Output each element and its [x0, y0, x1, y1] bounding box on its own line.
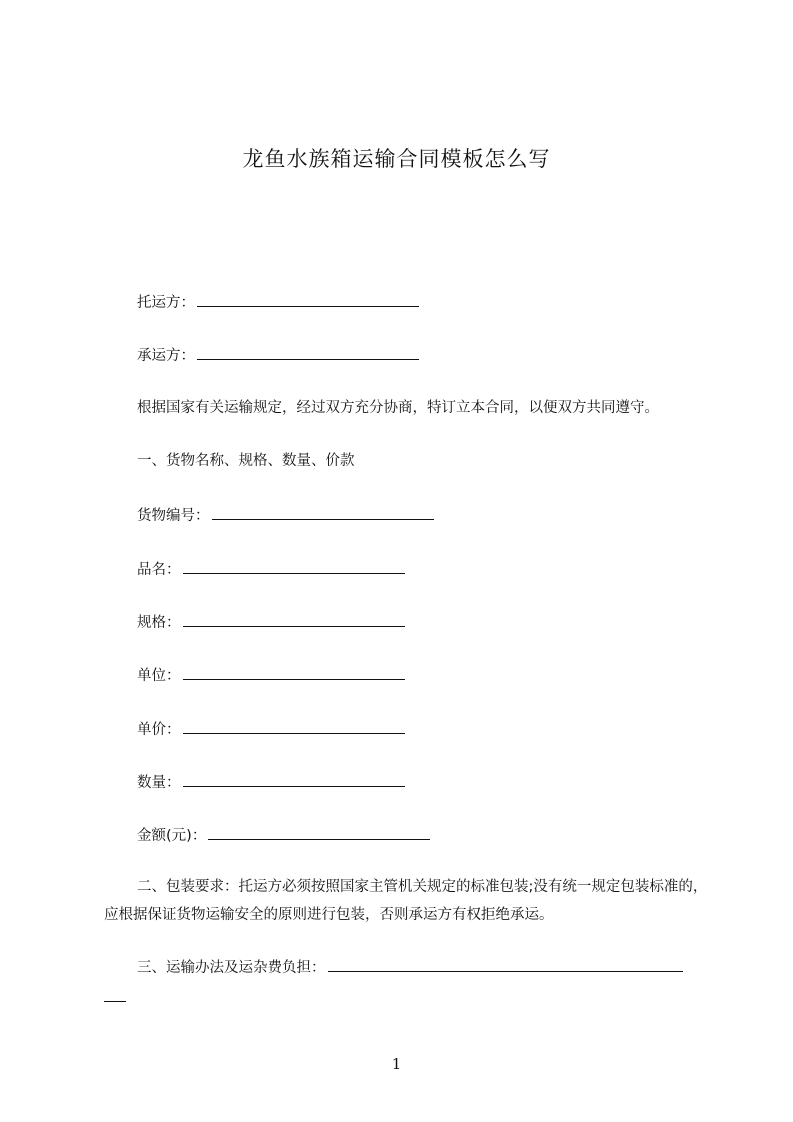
amount-blank: [208, 825, 430, 840]
product-name-line: [137, 559, 405, 579]
unit-line: [137, 665, 405, 685]
quantity-line: [137, 772, 405, 792]
unit-blank: [183, 665, 405, 680]
amount-line: [137, 825, 430, 845]
unit-price-label: 单价：: [137, 722, 181, 738]
section3-line: [104, 953, 704, 1013]
section3-blank: [328, 957, 683, 972]
unit-price-blank: [183, 719, 405, 734]
carrier-blank: [197, 345, 419, 360]
unit-price-line: [137, 719, 405, 739]
section2-paragraph: 二、包装要求：托运方必须按照国家主管机关规定的标准包装;没有统一规定包装标准的，应根据保证货物运输安全的原则进行包装，否则承运方有权拒绝承运。: [104, 879, 708, 923]
carrier-label: 承运方：: [137, 348, 195, 364]
product-name-label: 品名：: [137, 562, 181, 578]
carrier-line: [137, 345, 419, 365]
goods-number-blank: [212, 505, 434, 520]
amount-label: 金额(元)：: [137, 828, 207, 844]
shipper-blank: [197, 292, 419, 307]
section1-heading: 一、货物名称、规格、数量、价款: [137, 453, 355, 469]
product-name-blank: [183, 559, 405, 574]
intro-paragraph: 根据国家有关运输规定，经过双方充分协商，特订立本合同，以便双方共同遵守。: [137, 400, 659, 416]
quantity-label: 数量：: [137, 775, 181, 791]
quantity-blank: [183, 772, 405, 787]
goods-number-line: [137, 505, 434, 525]
section3-blank-continued: [104, 987, 126, 1002]
unit-label: 单位：: [137, 668, 181, 684]
document-title: 龙鱼水族箱运输合同模板怎么写: [242, 147, 551, 171]
spec-line: [137, 612, 405, 632]
page-number: 1: [391, 1055, 402, 1073]
shipper-line: [137, 292, 419, 312]
spec-label: 规格：: [137, 615, 181, 631]
goods-number-label: 货物编号：: [137, 508, 210, 524]
section3-label: 三、运输办法及运杂费负担：: [137, 960, 326, 976]
shipper-label: 托运方：: [137, 295, 195, 311]
spec-blank: [183, 612, 405, 627]
